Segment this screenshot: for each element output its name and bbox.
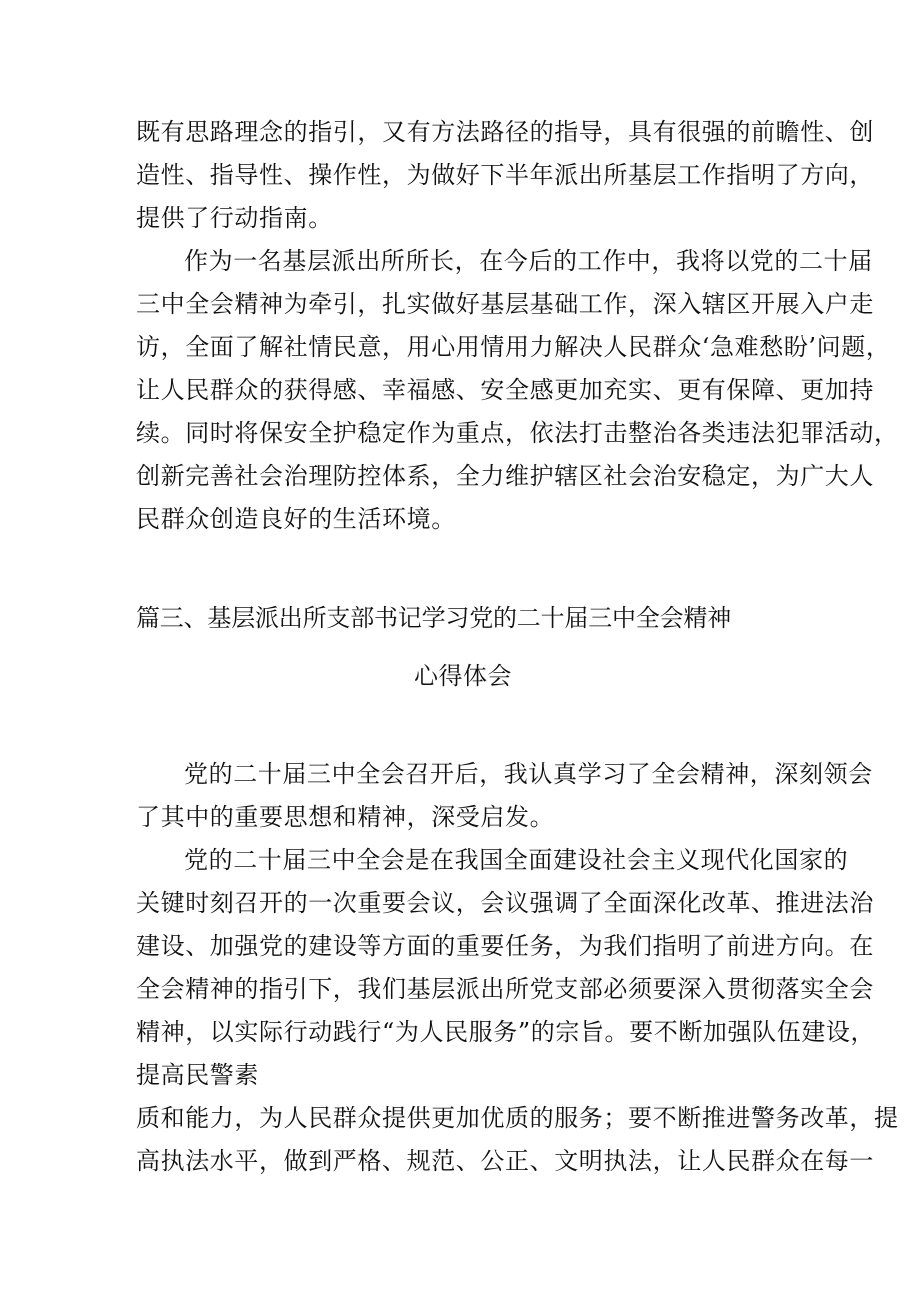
paragraph-line: 访，全面了解社情民意，用心用情用力解决人民群众‘急难愁盼’问题， xyxy=(136,333,891,361)
paragraph-line: 造性、指导性、操作性，为做好下半年派出所基层工作指明了方向， xyxy=(136,161,874,189)
paragraph-line: 关键时刻召开的一次重要会议，会议强调了全面深化改革、推进法治 xyxy=(136,889,874,917)
paragraph-line: 党的二十届三中全会是在我国全面建设社会主义现代化国家的 xyxy=(184,846,849,874)
paragraph-line: 三中全会精神为牵引，扎实做好基层基础工作，深入辖区开展入户走 xyxy=(136,290,874,318)
paragraph-line: 精神，以实际行动践行“为人民服务”的宗旨。要不断加强队伍建设， xyxy=(136,1018,876,1046)
paragraph-line: 作为一名基层派出所所长，在今后的工作中，我将以党的二十届 xyxy=(184,247,873,275)
paragraph-line: 党的二十届三中全会召开后，我认真学习了全会精神，深刻领会 xyxy=(184,760,873,788)
paragraph-line: 提高民警素 xyxy=(136,1061,259,1089)
paragraph-line: 创新完善社会治理防控体系，全力维护辖区社会治安稳定，为广大人 xyxy=(136,462,874,490)
paragraph-line: 提供了行动指南。 xyxy=(136,204,333,232)
section-heading-line-1: 篇三、基层派出所支部书记学习党的二十届三中全会精神 xyxy=(136,604,731,632)
paragraph-line: 建设、加强党的建设等方面的重要任务，为我们指明了前进方向。在 xyxy=(136,932,874,960)
paragraph-line: 全会精神的指引下，我们基层派出所党支部必须要深入贯彻落实全会 xyxy=(136,975,874,1003)
paragraph-line: 质和能力，为人民群众提供更加优质的服务；要不断推进警务改革，提 xyxy=(136,1104,899,1132)
paragraph-line: 了其中的重要思想和精神，深受启发。 xyxy=(136,803,555,831)
paragraph-line: 民群众创造良好的生活环境。 xyxy=(136,505,456,533)
paragraph-line: 高执法水平，做到严格、规范、公正、文明执法，让人民群众在每一 xyxy=(136,1147,874,1175)
paragraph-line: 让人民群众的获得感、幸福感、安全感更加充实、更有保障、更加持 xyxy=(136,376,874,404)
paragraph-line: 续。同时将保安全护稳定作为重点，依法打击整治各类违法犯罪活动， xyxy=(136,419,899,447)
section-heading-line-2: 心得体会 xyxy=(414,662,512,690)
paragraph-line: 既有思路理念的指引，又有方法路径的指导，具有很强的前瞻性、创 xyxy=(136,118,874,146)
